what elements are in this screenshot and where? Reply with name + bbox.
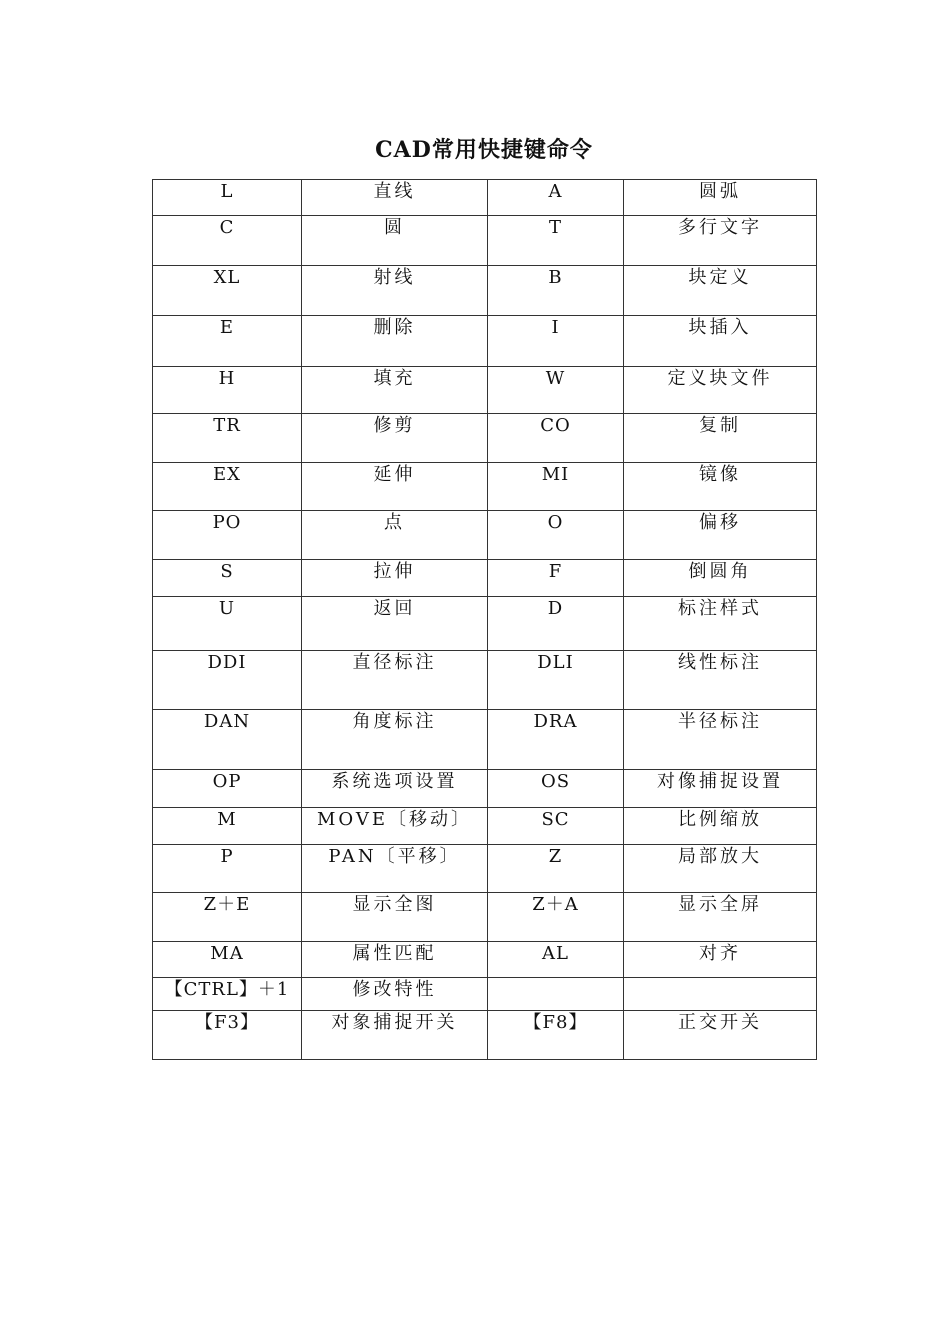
description-cell: 系统选项设置 [302, 770, 488, 808]
description-cell: 多行文字 [624, 216, 817, 266]
table-row [153, 1011, 817, 1060]
description-cell [624, 978, 817, 1011]
table-row [153, 180, 817, 216]
table-row [153, 597, 817, 651]
table-row [153, 770, 817, 808]
description-cell: 镜像 [624, 463, 817, 511]
description-cell: 角度标注 [302, 710, 488, 770]
command-cell: DLI [488, 651, 624, 710]
description-cell: 块定义 [624, 266, 817, 316]
command-cell: CO [488, 414, 624, 463]
command-cell: Z＋E [153, 893, 302, 942]
description-cell: 修改特性 [302, 978, 488, 1011]
description-cell: 复制 [624, 414, 817, 463]
command-cell: T [488, 216, 624, 266]
table-row [153, 845, 817, 893]
description-cell: 半径标注 [624, 710, 817, 770]
description-cell: 点 [302, 511, 488, 560]
command-cell: MA [153, 942, 302, 978]
table-row [153, 560, 817, 597]
table-row [153, 942, 817, 978]
command-cell [488, 978, 624, 1011]
command-cell: O [488, 511, 624, 560]
description-cell: 属性匹配 [302, 942, 488, 978]
description-cell: 直径标注 [302, 651, 488, 710]
description-cell: MOVE〔移动〕 [302, 808, 488, 845]
table-row [153, 216, 817, 266]
table-row [153, 893, 817, 942]
description-cell: 正交开关 [624, 1011, 817, 1060]
description-cell: PAN〔平移〕 [302, 845, 488, 893]
description-cell: 局部放大 [624, 845, 817, 893]
command-cell: XL [153, 266, 302, 316]
description-cell: 偏移 [624, 511, 817, 560]
description-cell: 修剪 [302, 414, 488, 463]
description-cell: 倒圆角 [624, 560, 817, 597]
description-cell: 圆弧 [624, 180, 817, 216]
table-row [153, 808, 817, 845]
table-row [153, 316, 817, 367]
command-cell: OP [153, 770, 302, 808]
command-cell: SC [488, 808, 624, 845]
description-cell: 显示全屏 [624, 893, 817, 942]
command-cell: L [153, 180, 302, 216]
description-cell: 显示全图 [302, 893, 488, 942]
command-cell: C [153, 216, 302, 266]
command-cell: S [153, 560, 302, 597]
description-cell: 对象捕捉开关 [302, 1011, 488, 1060]
command-cell: DRA [488, 710, 624, 770]
command-cell: 【F3】 [153, 1011, 302, 1060]
shortcut-table [152, 179, 817, 1060]
table-row [153, 511, 817, 560]
description-cell: 块插入 [624, 316, 817, 367]
command-cell: Z＋A [488, 893, 624, 942]
command-cell: MI [488, 463, 624, 511]
table-row [153, 651, 817, 710]
description-cell: 对齐 [624, 942, 817, 978]
command-cell: AL [488, 942, 624, 978]
description-cell: 对像捕捉设置 [624, 770, 817, 808]
command-cell: E [153, 316, 302, 367]
table-row [153, 978, 817, 1011]
description-cell: 线性标注 [624, 651, 817, 710]
description-cell: 直线 [302, 180, 488, 216]
document-title: CAD常用快捷键命令 [375, 137, 593, 163]
command-cell: F [488, 560, 624, 597]
description-cell: 比例缩放 [624, 808, 817, 845]
description-cell: 延伸 [302, 463, 488, 511]
command-cell: I [488, 316, 624, 367]
table-row [153, 414, 817, 463]
table-row [153, 710, 817, 770]
description-cell: 拉伸 [302, 560, 488, 597]
description-cell: 删除 [302, 316, 488, 367]
description-cell: 标注样式 [624, 597, 817, 651]
shortcut-table-body [153, 180, 817, 1060]
command-cell: PO [153, 511, 302, 560]
command-cell: EX [153, 463, 302, 511]
description-cell: 定义块文件 [624, 367, 817, 414]
command-cell: OS [488, 770, 624, 808]
table-row [153, 266, 817, 316]
table-row [153, 463, 817, 511]
command-cell: 【F8】 [488, 1011, 624, 1060]
command-cell: Z [488, 845, 624, 893]
description-cell: 射线 [302, 266, 488, 316]
table-row [153, 367, 817, 414]
command-cell: P [153, 845, 302, 893]
command-cell: TR [153, 414, 302, 463]
command-cell: D [488, 597, 624, 651]
command-cell: U [153, 597, 302, 651]
description-cell: 填充 [302, 367, 488, 414]
command-cell: 【CTRL】＋1 [153, 978, 302, 1011]
command-cell: DDI [153, 651, 302, 710]
command-cell: M [153, 808, 302, 845]
description-cell: 圆 [302, 216, 488, 266]
command-cell: DAN [153, 710, 302, 770]
command-cell: A [488, 180, 624, 216]
command-cell: B [488, 266, 624, 316]
command-cell: H [153, 367, 302, 414]
description-cell: 返回 [302, 597, 488, 651]
command-cell: W [488, 367, 624, 414]
